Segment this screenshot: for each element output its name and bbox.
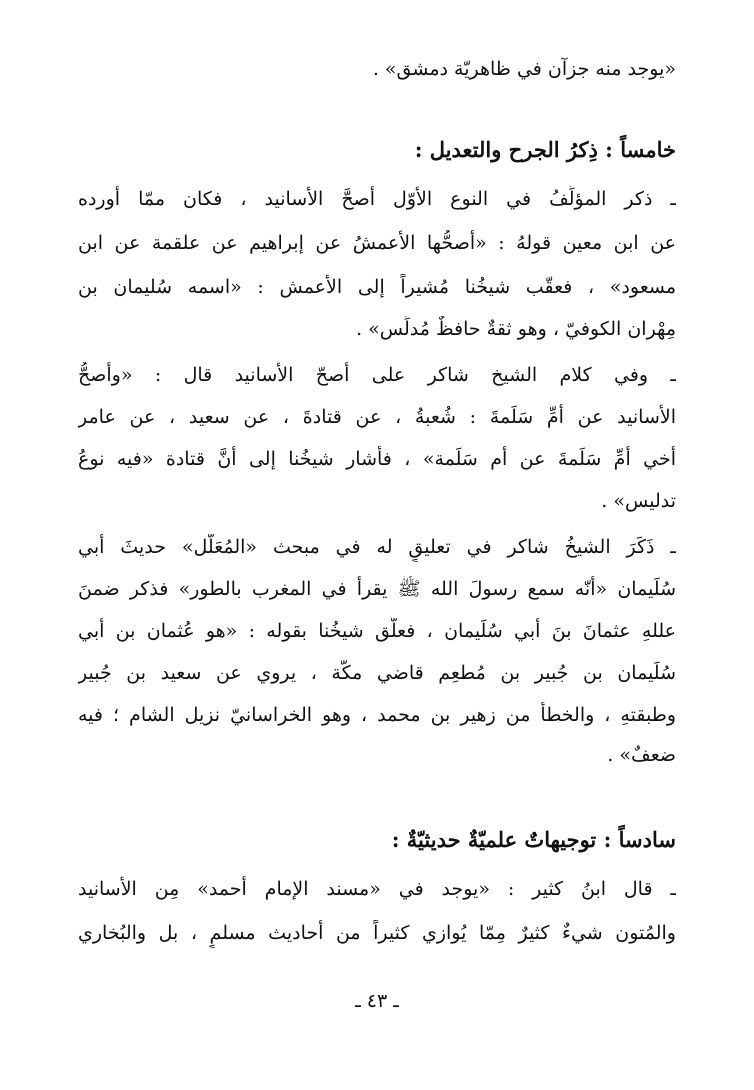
paragraph-line: عللهِ عثمانَ بنَ أبي سُلَيمان ، فعلّق شيخُنا بقوله : «هو عُثمان بن أبي xyxy=(78,620,676,642)
paragraph-line: ـ ذَكَرَ الشيخُ شاكر في تعليقٍ له في مبحث «المُعَلَّل» حديثَ أبي xyxy=(78,536,676,558)
section-heading-tawjihat: سادساً : توجيهاتٌ علميّةٌ حديثيّةٌ : xyxy=(391,827,676,852)
paragraph-line: ضعفٌ» . xyxy=(607,744,676,766)
intro-line: «يوجد منه جزآن في ظاهريّة دمشق» . xyxy=(372,58,676,80)
paragraph-line: سُلَيمان «أنّه سمع رسولَ الله ﷺ يقرأُ في المغرب بالطور» فذكر ضمنَ xyxy=(78,578,676,600)
paragraph-line: تدليس» . xyxy=(601,490,676,512)
paragraph-line: والمُتون شيءٌ كثيرٌ مِمّا يُوازي كثيراً من أحاديث مسلمٍ ، بل والبُخاري xyxy=(78,922,676,944)
paragraph-line: مسعود» ، فعقّب شيخُنا مُشيراً إلى الأعمش : «اسمه سُليمان بن xyxy=(78,276,676,298)
paragraph-line: ـ وفي كلام الشيخ شاكر على أصحّ الأسانيد قال : «وأصحُّ xyxy=(78,364,676,386)
paragraph-line: ـ قال ابنُ كثير : «يوجد في «مسند الإمام أحمد» مِن الأسانيد xyxy=(78,878,676,900)
section-heading-jarh-tadil: خامساً : ذِكرُ الجرح والتعديل : xyxy=(414,137,676,162)
paragraph-line: عن ابن معين قولهُ : «أصحُّها الأعمشُ عن إبراهيم عن علقمة عن ابن xyxy=(78,232,676,254)
paragraph-line: سُلَيمان بن جُبير بن مُطعِم قاضي مكّة ، يروي عن سعيد بن جُبير xyxy=(78,662,676,684)
paragraph-line: الأسانيد عن أُمِّ سَلَمةَ : شُعبةُ ، عن قتادةَ ، عن سعيد ، عن عامر xyxy=(78,406,676,428)
paragraph-line: ـ ذكر المؤلِّفُ في النوع الأوّل أصحَّ الأسانيد ، فكان ممّا أورده xyxy=(78,188,676,210)
paragraph-line: وطبقتهِ ، والخطأ من زهير بن محمد ، وهو الخراسانيّ نزيل الشام ؛ فيه xyxy=(78,704,676,726)
paragraph-line: أخي أُمِّ سَلَمةَ عن أُم سَلَمة» ، فأشار شيخُنا إلى أنَّ قتادة «فيه نوعُ xyxy=(78,448,676,470)
paragraph-line: مِهْران الكوفيّ ، وهو ثقةٌ حافظٌ مُدلِّس» . xyxy=(356,318,676,340)
page-number: ـ ٤٣ ـ xyxy=(355,990,399,1012)
